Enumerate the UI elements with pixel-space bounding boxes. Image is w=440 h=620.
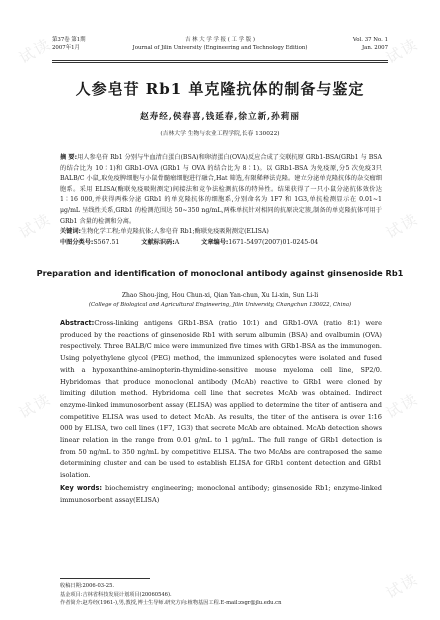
watermark-stamp: 试读 [383,569,422,603]
footnotes [60,582,390,608]
paper-title-en: Preparation and identification of monoclonal antibody against ginsenoside Rb1 [36,268,404,278]
footnote-received: 收稿日期:2006-03-25. [60,583,115,589]
doc-code-label: 文献标识码: [141,238,175,246]
date-en: Jan. 2007 [362,45,388,51]
watermark-stamp: 试读 [16,209,55,243]
watermark-stamp: 试读 [383,209,422,243]
abstract-en-text: Cross-linking antigens GRb1-BSA (ratio 10∶1) and GRb1-OVA (ratio 8∶1) were produced by the reactions of ginsenoside Rb1 with serum albumin (BSA) and ovalbumin (OVA) respectively. Three BALB/C mice were immunized five times with GRb1-BSA as the immunogen. Using polyethylene glycol (PEG) method, the immunized splenocytes were isolated and fused with a hypoxanthine-aminopterin-thymidine-sensitive mouse myeloma cell line, SP2/0. Hybridomas that produce monoclonal antibody (McAb) reactive to GRb1 were cloned by limiting dilution method. Hybridoma cell line that secretes McAb was obtained. Indirect enzyme-linked immunosorbent assay (ELISA) was applied to determine the titer of antisera and competitive ELISA was used to detect McAb. As results, the titer of the antisera is over 1∶16 000 by ELISA, two cell lines (1F7, 1G3) that secrete McAb are obtained. McAb detection shows linear relation in the range from 0.01 g/mL to 1 μg/mL. The full range of GRb1 detection is from 50 ng/mL to 350 ng/mL by competitive ELISA. The two McAbs are contraposed the same determining cluster and can be used to establish ELISA for GRb1 content detection and GRb1 isolation. [60,319,382,480]
keywords-cn [60,227,382,238]
keywords-cn-label: 关键词: [60,228,82,236]
abstract-cn-text: 用人参皂苷 Rb1 分别与牛血清白蛋白(BSA)和卵清蛋白(OVA)反应合成了交联抗原 GRb1-BSA(GRb1 与 BSA 的结合比为 10∶1)和 GRb1-OVA (GRb1 与 OVA 的结合比为 8∶1)。以 GRb1-BSA 为免疫原,分5 次免疫3只 BALB/C 小鼠,取免疫脾细胞与小鼠骨髓瘤细胞进行融合,Hat 筛选,有限稀释法克隆。建立分泌单克隆抗体的杂交瘤细胞系。采用 ELISA(酶联免疫吸附测定)间接法和竞争法检测抗体的特异性。结果获得了一只小鼠分泌抗体效价达 1∶16 000,并获得两株分泌 GRb1 的单克隆抗体的细胞系,分别命名为 1F7 和 1G3,单抗检测显示在 0.01~1 μg/mL 呈线性关系,GRb1 的检测范围达 50~350 ng/mL,两株单抗针对相同的抗原决定簇,制备的单克隆抗体可用于 GRb1 含量的检测和分离。 [60,154,382,225]
keywords-en-label: Key words: [60,483,103,492]
keywords-en [60,483,382,506]
authors-cn: 赵寿经,侯春喜,钱延春,徐立新,孙莉丽 [140,112,300,122]
volume-issue-cn: 第37卷 第1期 [52,37,86,43]
doc-code: A [174,238,180,246]
watermark-stamp: 试读 [383,389,422,423]
header-rule [52,62,388,63]
paper-title-cn: 人参皂苷 Rb1 单克隆抗体的制备与鉴定 [75,80,365,98]
footnote-fund: 基金项目:吉林省科技发展计划项目(20060546). [60,591,172,598]
clc-label: 中图分类号: [60,238,94,246]
article-id: 1671-5497(2007)01-0245-04 [228,238,319,246]
volume-issue-en: Vol. 37 No. 1 [352,37,388,43]
header-rule [52,60,388,61]
journal-name-cn: 吉 林 大 学 学 报 ( 工 学 版 ) [185,37,255,43]
classification-line [60,238,382,249]
authors-en: Zhao Shou-jing, Hou Chun-xi, Qian Yan-chun, Xu Li-xin, Sun Li-li [121,292,319,299]
journal-name-en: Journal of Jilin University (Engineering and Technology Edition) [132,45,308,51]
abstract-cn [60,153,382,248]
footnote-author-bio: 作者简介:赵寿经(1961-),男,教授,博士生导师.研究方向:植物基因工程.E-mail:zsgr@jlu.edu.cn [60,600,282,607]
article-id-label: 文章编号: [201,238,229,246]
date-cn: 2007年1月 [52,45,80,51]
watermark-stamp: 试读 [16,389,55,423]
journal-header [52,36,388,58]
keywords-cn-text: 生物化学工程;单克隆抗体;人参皂苷 Rb1;酶联免疫吸附测定(ELISA) [81,228,269,236]
footnote-rule [60,578,150,579]
affiliation-en: (College of Biological and Agricultural Engineering, Jilin University, Changchun 130022, China) [88,302,352,308]
affiliation-cn: (吉林大学 生物与农业工程学院,长春 130022) [160,131,280,137]
watermark-stamp: 试读 [16,34,55,68]
abstract-en-label: Abstract: [60,319,95,327]
watermark-stamp: 试读 [383,34,422,68]
abstract-en [60,318,382,506]
clc-number: S567.51 [93,238,120,246]
keywords-en-text: biochemistry engineering; monoclonal antibody; ginsenoside Rb1; enzyme-linked immunosorbent assay(ELISA) [60,483,382,504]
abstract-cn-label: 摘 要: [60,154,78,161]
